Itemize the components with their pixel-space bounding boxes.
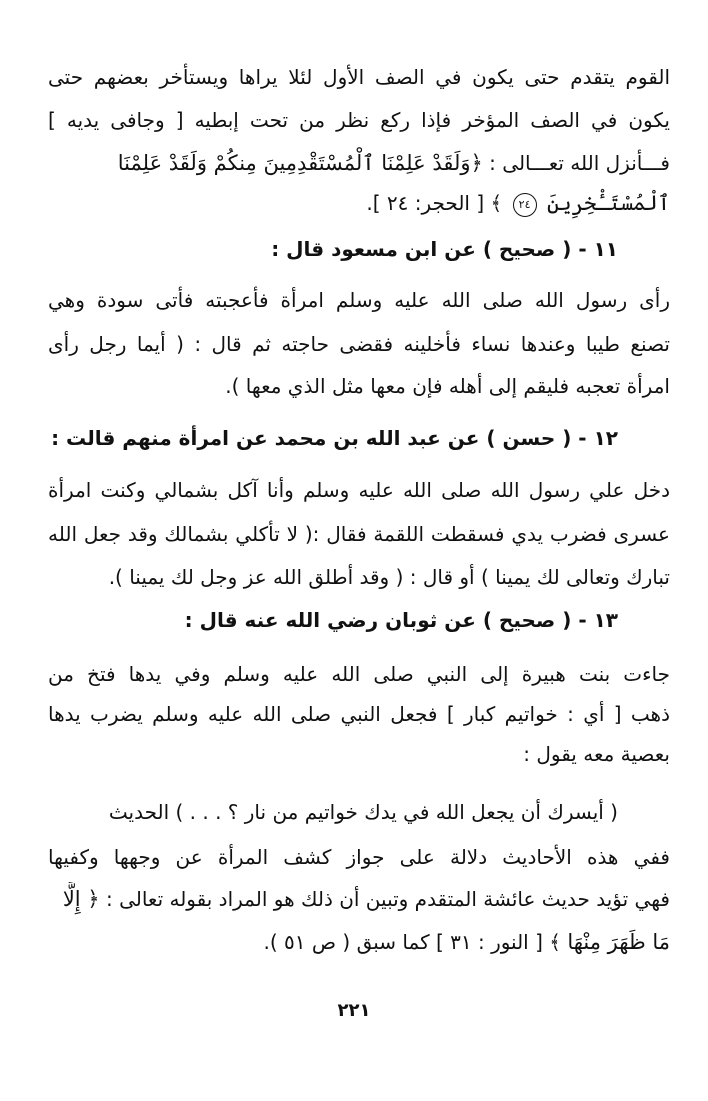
hadith11-line2: تصنع طيبا وعندها نساء فأخلينه فقضى حاجته ثم قال : ( أيما رجل رأى (48, 332, 670, 356)
hadith11-line3: امرأة تعجبه فليقم إلى أهله فإن معها مثل الذي معها ). (225, 374, 670, 398)
conclusion-line2-text: فهي تؤيد حديث عائشة المتقدم وتبين أن ذلك هو المراد بقوله تعالى : (105, 887, 670, 911)
hadith13-line3: بعصية معه يقول : (523, 742, 670, 766)
quran-verse-nur-part2: مَا ظَهَرَ مِنْهَا (567, 930, 670, 954)
paragraph1-line3-prefix: فـــأنزل الله تعـــالى : (489, 151, 670, 175)
quran-verse-nur-part1: ﴿ إِلَّا (62, 887, 100, 911)
paragraph1-line4 (48, 186, 670, 220)
hadith13-heading: ١٣ - ( صحيح ) عن ثوبان رضي الله عنه قال : (184, 608, 618, 632)
hadith12-heading: ١٢ - ( حسن ) عن عبد الله بن محمد عن امرأة منهم قالت : (51, 426, 618, 450)
hadith12-line2: عسرى فضرب يدي فسقطت اللقمة فقال :( لا تأكلي بشمالك وقد جعل الله (48, 522, 670, 546)
quran-reference-hijr: ﴾ [ الحجر: ٢٤ ]. (366, 191, 503, 215)
conclusion-line1: ففي هذه الأحاديث دلالة على جواز كشف المرأة عن وجهها وكفيها (48, 845, 670, 869)
hadith13-line1: جاءت بنت هبيرة إلى النبي صلى الله عليه وسلم وفي يدها فتخ من (48, 662, 670, 686)
hadith12-line3: تبارك وتعالى لك يمينا ) أو قال : ( وقد أطلق الله عز وجل لك يمينا ). (108, 565, 670, 589)
hadith13-quote: ( أيسرك أن يجعل الله في يدك خواتيم من نار ؟ . . . ) الحديث (108, 800, 618, 824)
quran-reference-nur: ﴾ [ النور : ٣١ ] كما سبق ( ص ٥١ ). (263, 930, 561, 954)
quran-verse-hijr-part2: ٱلْمُسْتَـْٔخِرِينَ (546, 191, 670, 215)
hadith11-heading: ١١ - ( صحيح ) عن ابن مسعود قال : (271, 237, 618, 261)
hadith12-line1: دخل علي رسول الله صلى الله عليه وسلم وأنا آكل بشمالي وكنت امرأة (48, 478, 670, 502)
paragraph1-line3 (48, 146, 670, 180)
conclusion-line3 (48, 925, 670, 959)
hadith11-line1: رأى رسول الله صلى الله عليه وسلم امرأة فأعجبته فأتى سودة وهي (48, 288, 670, 312)
page-number: ٢٢١ (337, 1000, 371, 1021)
hadith13-line2: ذهب [ أي : خواتيم كبار ] فجعل النبي صلى الله عليه وسلم يضرب يدها (48, 702, 670, 726)
quran-verse-hijr-part1: ﴿وَلَقَدْ عَلِمْنَا ٱلْمُسْتَقْدِمِينَ مِنكُمْ وَلَقَدْ عَلِمْنَا (117, 151, 483, 175)
paragraph1-line2: يكون في الصف المؤخر فإذا ركع نظر من تحت إبطيه [ وجافى يديه ] (48, 108, 670, 132)
verse-number-marker: ٢٤ (513, 193, 537, 217)
conclusion-line2 (48, 882, 670, 916)
paragraph1-line1: القوم يتقدم حتى يكون في الصف الأول لئلا يراها ويستأخر بعضهم حتى (48, 65, 670, 89)
